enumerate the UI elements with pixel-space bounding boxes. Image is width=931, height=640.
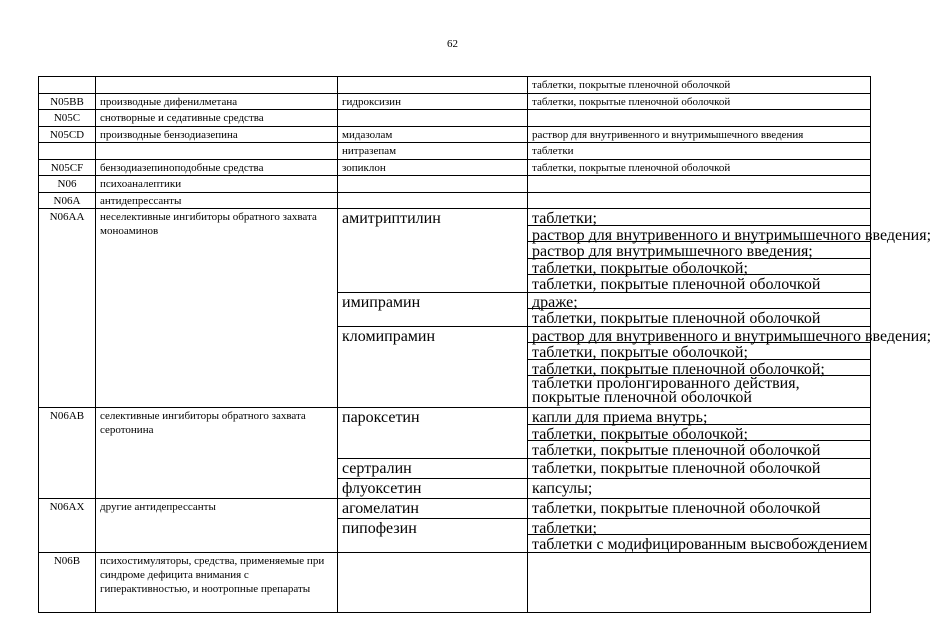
dosage-form-cell bbox=[528, 143, 871, 160]
dosage-form: таблетки пролонгированного действия, покрытые пленочной оболочкой bbox=[532, 375, 800, 406]
dosage-forms-cell bbox=[528, 293, 871, 327]
atc-code-cell: N06AX bbox=[39, 499, 96, 553]
group-name-cell: антидепрессанты bbox=[96, 193, 338, 210]
dosage-form: таблетки, покрытые пленочной оболочкой bbox=[532, 276, 821, 293]
table-row bbox=[39, 160, 871, 177]
drug-name-cell bbox=[338, 553, 528, 613]
atc-code-cell: N06B bbox=[39, 553, 96, 613]
drug-name-cell bbox=[338, 110, 528, 127]
table-row bbox=[39, 143, 871, 160]
dosage-form: драже; bbox=[528, 293, 870, 310]
drug-row bbox=[338, 408, 871, 459]
drug-name-cell: флуоксетин bbox=[338, 479, 528, 499]
dosage-form: таблетки, покрытые пленочной оболочкой bbox=[532, 310, 821, 327]
dosage-form-cell bbox=[528, 553, 871, 613]
dosage-form: таблетки, покрытые пленочной оболочкой; bbox=[528, 360, 870, 377]
table-row bbox=[39, 94, 871, 111]
drug-name-cell bbox=[338, 77, 528, 94]
drug-name-cell: пароксетин bbox=[338, 408, 528, 459]
group-name-cell: неселективные ингибиторы обратного захвата моноаминов bbox=[96, 209, 338, 408]
drug-row bbox=[338, 209, 931, 293]
drug-name-cell bbox=[338, 193, 528, 210]
atc-code-cell: N05BB bbox=[39, 94, 96, 111]
table-row bbox=[39, 77, 871, 94]
dosage-form: таблетки, покрытые оболочкой; bbox=[528, 343, 870, 360]
atc-code-cell: N06AA bbox=[39, 209, 96, 408]
dosage-form-cell bbox=[528, 160, 871, 177]
page-number: 62 bbox=[447, 38, 458, 50]
dosage-form-cell bbox=[528, 127, 871, 144]
dosage-form: таблетки, покрытые оболочкой; bbox=[528, 425, 870, 442]
drug-name-cell: сертралин bbox=[338, 459, 528, 479]
group-drugs bbox=[338, 499, 871, 553]
dosage-form: таблетки, покрытые пленочной оболочкой bbox=[532, 442, 821, 459]
drug-row bbox=[338, 479, 871, 499]
dosage-form bbox=[528, 193, 870, 209]
drug-name-cell: имипрамин bbox=[338, 293, 528, 327]
atc-code-cell: N06 bbox=[39, 176, 96, 193]
dosage-form bbox=[528, 110, 870, 126]
dosage-forms-cell bbox=[528, 327, 931, 409]
drug-row bbox=[338, 293, 871, 327]
dosage-form: таблетки, покрытые пленочной оболочкой bbox=[532, 459, 821, 477]
dosage-forms-cell bbox=[528, 408, 871, 459]
dosage-form: таблетки; bbox=[528, 519, 870, 536]
dosage-form: таблетки bbox=[532, 145, 574, 157]
dosage-form: раствор для внутривенного и внутримышечного введения; bbox=[528, 226, 870, 243]
dosage-form: таблетки, покрытые пленочной оболочкой bbox=[532, 79, 731, 91]
drug-name-cell: гидроксизин bbox=[338, 94, 528, 111]
drug-table bbox=[38, 76, 931, 613]
dosage-form: таблетки, покрытые оболочкой; bbox=[528, 259, 870, 276]
atc-code-cell: N06A bbox=[39, 193, 96, 210]
group-name-cell: селективные ингибиторы обратного захвата серотонина bbox=[96, 408, 338, 499]
dosage-form: таблетки; bbox=[528, 209, 870, 226]
dosage-forms-cell bbox=[528, 459, 871, 479]
drug-name-cell: пипофезин bbox=[338, 519, 528, 553]
group-name-cell: снотворные и седативные средства bbox=[96, 110, 338, 127]
drug-name-cell: амитриптилин bbox=[338, 209, 528, 293]
drug-row bbox=[338, 459, 871, 479]
drug-row bbox=[338, 519, 871, 553]
drug-name-cell: зопиклон bbox=[338, 160, 528, 177]
dosage-form-cell bbox=[528, 94, 871, 111]
dosage-form: таблетки с модифицированным высвобождением bbox=[532, 536, 868, 553]
table-row bbox=[39, 176, 871, 193]
drug-name-cell: нитразепам bbox=[338, 143, 528, 160]
dosage-forms-cell bbox=[528, 479, 871, 499]
dosage-form: капли для приема внутрь; bbox=[528, 408, 870, 425]
group-name-cell: производные бензодиазепина bbox=[96, 127, 338, 144]
dosage-form: раствор для внутривенного и внутримышечного введения; bbox=[528, 327, 870, 344]
drug-name-cell: кломипрамин bbox=[338, 327, 528, 409]
atc-code-cell: N05C bbox=[39, 110, 96, 127]
dosage-form: раствор для внутримышечного введения; bbox=[528, 242, 870, 259]
table-row bbox=[39, 193, 871, 210]
dosage-form-cell bbox=[528, 176, 871, 193]
dosage-form: раствор для внутривенного и внутримышечного введения bbox=[532, 128, 804, 141]
atc-code-cell: N06AB bbox=[39, 408, 96, 499]
atc-code-cell bbox=[39, 77, 96, 94]
dosage-form: таблетки, покрытые пленочной оболочкой bbox=[532, 95, 731, 108]
drug-name-cell: агомелатин bbox=[338, 499, 528, 519]
atc-code-cell bbox=[39, 143, 96, 160]
atc-code-cell: N05CD bbox=[39, 127, 96, 144]
dosage-form: таблетки, покрытые пленочной оболочкой bbox=[532, 161, 731, 174]
dosage-form-cell bbox=[528, 110, 871, 127]
table-row bbox=[39, 127, 871, 144]
group-drugs bbox=[338, 408, 871, 499]
dosage-form-cell bbox=[528, 193, 871, 210]
group-name-cell: другие антидепрессанты bbox=[96, 499, 338, 553]
drug-name-cell: мидазолам bbox=[338, 127, 528, 144]
atc-code-cell: N05CF bbox=[39, 160, 96, 177]
group-name-cell: производные дифенилметана bbox=[96, 94, 338, 111]
group-name-cell: бензодиазепиноподобные средства bbox=[96, 160, 338, 177]
group-name-cell bbox=[96, 143, 338, 160]
table-row bbox=[39, 110, 871, 127]
dosage-form-cell bbox=[528, 77, 871, 94]
table-group bbox=[39, 209, 931, 408]
table-row bbox=[39, 553, 871, 613]
group-drugs bbox=[338, 209, 931, 408]
dosage-form bbox=[528, 176, 870, 192]
drug-row bbox=[338, 499, 871, 519]
dosage-forms-cell bbox=[528, 499, 871, 519]
group-name-cell: психоаналептики bbox=[96, 176, 338, 193]
dosage-form: таблетки, покрытые пленочной оболочкой bbox=[532, 499, 821, 517]
table-group bbox=[39, 499, 871, 553]
table-group bbox=[39, 408, 871, 499]
group-name-cell: психостимуляторы, средства, применяемые при синдроме дефицита внимания с гиперактивностью, и ноотропные препараты bbox=[96, 553, 338, 613]
group-name-cell bbox=[96, 77, 338, 94]
dosage-forms-cell bbox=[528, 209, 931, 293]
drug-row bbox=[338, 327, 931, 409]
dosage-form: капсулы; bbox=[532, 479, 593, 497]
dosage-forms-cell bbox=[528, 519, 871, 553]
drug-name-cell bbox=[338, 176, 528, 193]
